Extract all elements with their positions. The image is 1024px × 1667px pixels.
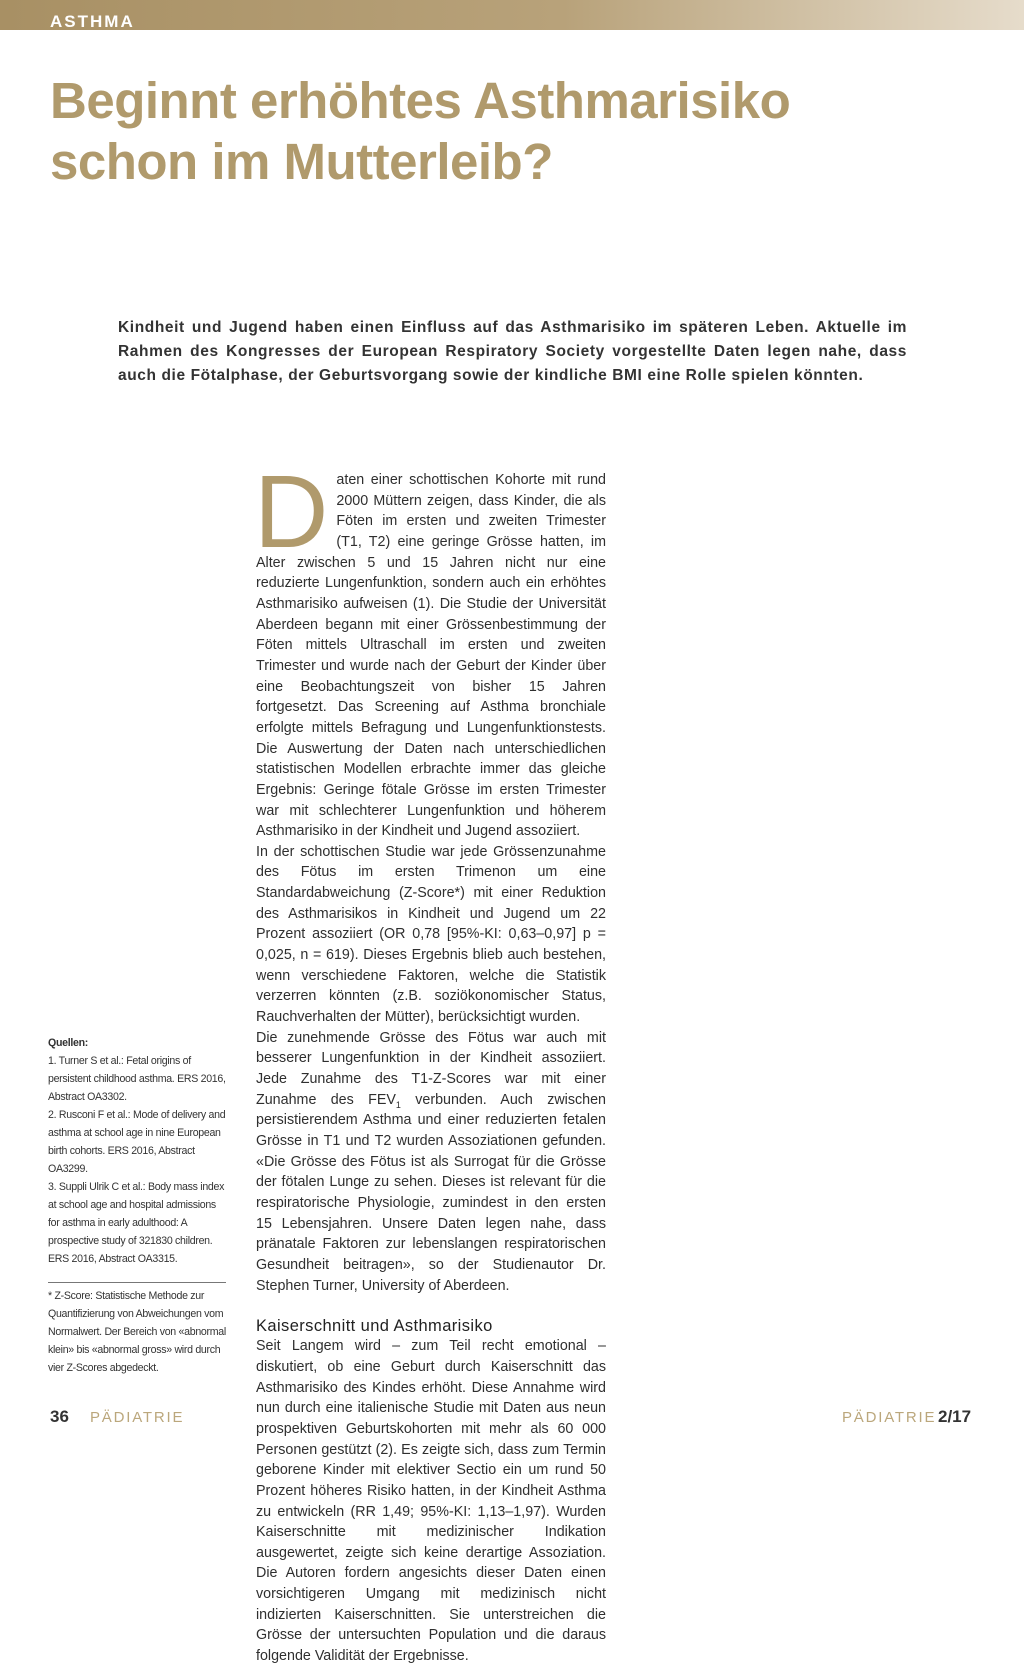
heading-kaiserschnitt: Kaiserschnitt und Asthmarisiko (256, 1317, 493, 1336)
source-item: 3. Suppli Ulrik C et al.: Body mass index at school age and hospital admissions for asthma in early adulthood: A prospective study of 321830 children. ERS 2016, Abstract OA3315. (48, 1181, 225, 1265)
section-label: ASTHMA (50, 13, 135, 30)
fev-subscript: 1 (395, 1099, 401, 1110)
paragraph-z-score: In der schottischen Studie war jede Grössenzunahme des Fötus im ersten Trimenon um eine Standardabweichung (Z-Score*) mit einer Reduktion des Asthmarisikos in Kindheit und Jugend um 22 Prozent assoziiert (OR 0,78 [95%-KI: 0,63–0,97] p = 0,025, n = 619). Dieses Ergebnis blieb auch bestehen, wenn verschiedene Faktoren, welche die Statistik verzerren könnten (z.B. soziökonomischer Status, Rauchverhalten der Mütter), berücksichtigt wurden. (256, 843, 606, 1026)
article-title: Beginnt erhöhtes Asthmarisiko schon im Mutterleib? (50, 72, 791, 190)
sources-heading: Quellen: (48, 1037, 88, 1049)
sources-block (48, 1034, 226, 1268)
footnote (48, 1282, 226, 1377)
body-column-left (254, 454, 606, 1667)
source-item: 1. Turner S et al.: Fetal origins of persistent childhood asthma. ERS 2016, Abstract OA3302. (48, 1055, 226, 1103)
paragraph-intro-text: aten einer schottischen Kohorte mit rund 2000 Müttern zeigen, dass Kinder, die als Föten im ersten und zweiten Trimester (T1, T2) eine geringe Grösse hatten, im Alter zwischen 5 und 15 Jahren nicht nur eine reduzierte Lungenfunktion, sondern auch ein erhöhtes Asthmarisiko aufweisen (1). Die Studie der Universität Aberdeen begann mit einer Grössenbestimmung der Föten mittels Ultraschall im ersten und zweiten Trimester und wurde nach der Geburt der Kinder über eine Beobachtungszeit von bisher 15 Jahren fortgesetzt. Das Screening auf Asthma bronchiale erfolgte mittels Befragung und Lungenfunktionstests. Die Auswertung der Daten nach unterschiedlichen statistischen Modellen erbrachte immer das gleiche Ergebnis: Geringe fötale Grösse im ersten Trimester war mit schlechterer Lungenfunktion und höherem Asthmarisiko in der Kindheit und Jugend assoziiert. (256, 472, 606, 840)
paragraph-lung-function-a: Die zunehmende Grösse des Fötus war auch mit besserer Lungenfunktion in der Kindheit assoziiert. Jede Zunahme des T1-Z-Scores war mit einer Zunahme des FEV (256, 1029, 606, 1108)
source-item: 2. Rusconi F et al.: Mode of delivery and asthma at school age in nine European birth cohorts. ERS 2016, Abstract OA3299. (48, 1109, 226, 1175)
journal-brand-left: PÄDIATRIE (90, 1409, 185, 1426)
paragraph-lung-function-b: verbunden. Auch zwischen persistierendem Asthma und einer reduzierten fetalen Grösse in T1 und T2 wurden Assoziationen gefunden. «Die Grösse des Fötus ist als Surrogat für die Grösse der fötalen Lunge zu sehen. Dieses ist relevant für die respiratorische Physiologie, zumindest in den ersten 15 Lebensjahren. Unsere Daten legen nahe, dass pränatale Faktoren zur lebenslangen respiratorischen Gesundheit beitragen», so der Studienautor Dr. Stephen Turner, University of Aberdeen. (256, 1091, 606, 1294)
issue-number: 2/17 (938, 1407, 972, 1426)
footnote-text: * Z-Score: Statistische Methode zur Quantifizierung von Abweichungen vom Normalwert. Der Bereich von «abnormal klein» bis «abnormal gross» wird durch vier Z-Scores abgedeckt. (48, 1290, 226, 1374)
page-number: 36 (50, 1407, 69, 1426)
paragraph-lung-function (256, 1028, 606, 1297)
paragraph-intro (254, 454, 606, 842)
journal-brand-right: PÄDIATRIE (842, 1409, 937, 1426)
drop-cap: D (254, 454, 329, 569)
paragraph-kaiserschnitt: Seit Langem wird – zum Teil recht emotional – diskutiert, ob eine Geburt durch Kaiserschnitt das Asthmarisiko des Kindes erhöht. Diese Annahme wird nun durch eine italienische Studie mit Daten aus neun prospektiven Geburtskohorten mit mehr als 60 000 Personen gestützt (2). Es zeigte sich, dass zum Termin geborene Kinder mit elektiver Sectio ein um rund 50 Prozent höheres Risiko hatten, in der Kindheit Asthma zu entwickeln (RR 1,49; 95%-KI: 1,13–1,97). Wurden Kaiserschnitte mit medizinischer Indikation ausgewertet, zeigte sich keine derartige Assoziation. Die Autoren fordern angesichts dieser Daten einen vorsichtigeren Umgang mit medizinisch nicht indizierten Kaiserschnitten. Sie unterstreichen die Grösse der untersuchten Population und die daraus folgende Validität der Ergebnisse. (256, 1338, 606, 1665)
article-lead: Kindheit und Jugend haben einen Einfluss auf das Asthmarisiko im späteren Leben. Aktuelle im Rahmen des Kongresses der European Respiratory Society vorgestellte Daten legen nahe, dass auch die Fötalphase, der Geburtsvorgang sowie der kindliche BMI eine Rolle spielen könnten. (118, 319, 907, 385)
section-header-band (0, 0, 1024, 30)
